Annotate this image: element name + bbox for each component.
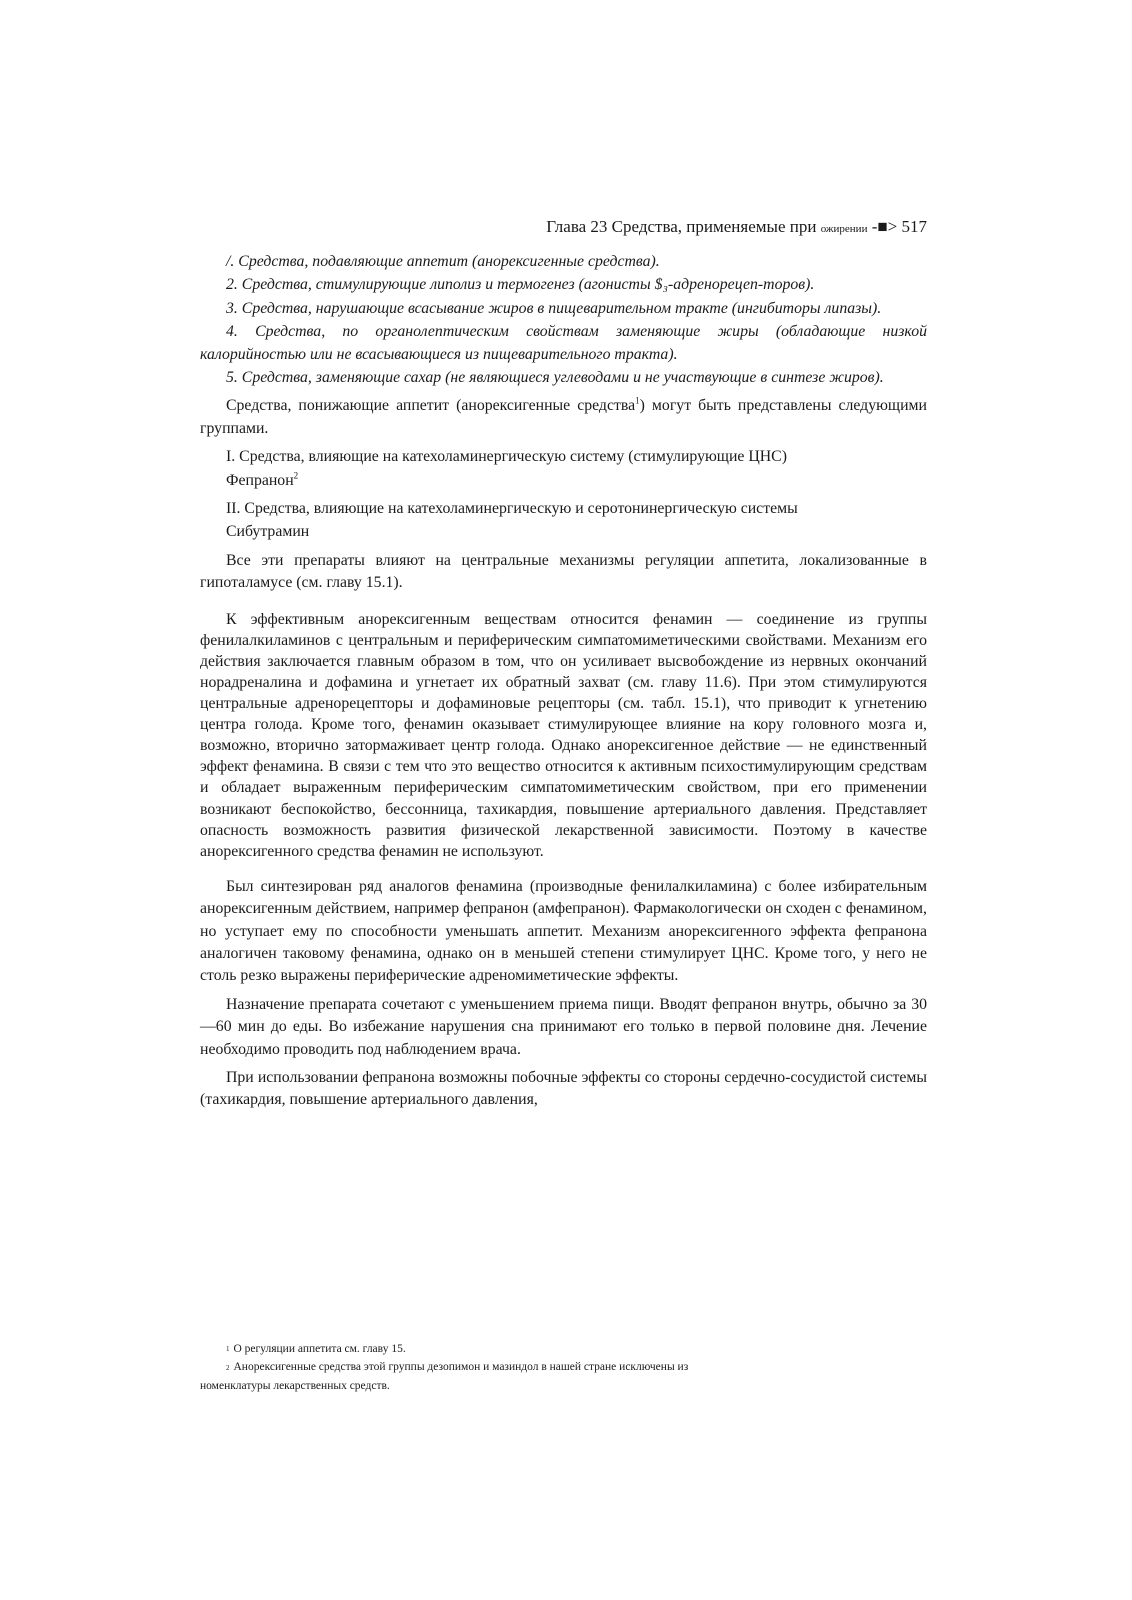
paragraph-dosing: Назначение препарата сочетают с уменьшением приема пищи. Вводят фепранон внутрь, обычно за 30—60 мин до еды. Во избежание нарушения сна принимают его только в первой половине дня. Лечение необходимо проводить под наблюдением врача. xyxy=(200,995,927,1058)
drug-1-name: Фепранон xyxy=(226,471,294,489)
list-item-5: 5. Средства, заменяющие сахар (не являющиеся углеводами и не участвующие в синтезе жиров). xyxy=(226,369,884,387)
drug-1 xyxy=(200,470,927,492)
running-header xyxy=(200,216,927,240)
list-item-4: 4. Средства, по органолептическим свойствам заменяющие жиры (обладающие низкой калорийностью или не всасывающиеся из пищеварительного тракта). xyxy=(200,323,927,363)
footnote-ref-2: 2 xyxy=(293,470,299,481)
page-body xyxy=(200,251,927,1118)
footnote-ref-1: 1 xyxy=(635,396,640,407)
paragraph-analogs: Был синтезирован ряд аналогов фенамина (производные фенилалкиламина) с более избирательным анорексигенным действием, например фепранон (амфепранон). Фармакологически он сходен с фенамином, но уступает ему по способности уменьшать аппетит. Механизм анорексигенного эффекта фепранона аналогичен таковому фенамина, однако он в меньшей степени стимулирует ЦНС. Кроме того, у него не столь резко выражены периферические адреномиметические эффекты. xyxy=(200,877,927,985)
header-marker: -■> xyxy=(871,217,898,236)
group-1: I. Средства, влияющие на катехоламинергическую систему (стимулирующие ЦНС) xyxy=(226,448,787,466)
footnote-2 xyxy=(200,1358,927,1376)
list-item-2: 2. Средства, стимулирующие липолиз и термогенез (агонисты $₃-адренорецеп-торов). xyxy=(226,276,815,294)
drug-2: Сибутрамин xyxy=(226,523,310,541)
page-number: 517 xyxy=(901,217,927,236)
list-item-3: 3. Средства, нарушающие всасывание жиров в пищеварительном тракте (ингибиторы липазы). xyxy=(226,299,882,317)
paragraph-groups-text-b: ) могут быть представлены следующими группами. xyxy=(200,397,927,437)
list-item-1: /. Средства, подавляющие аппетит (анорексигенные средства). xyxy=(226,253,660,270)
footnote-2-continued: номенклатуры лекарственных средств. xyxy=(200,1379,390,1392)
paragraph-groups xyxy=(200,395,927,440)
footnotes xyxy=(200,1340,927,1395)
header-small-word: ожирении xyxy=(820,223,868,235)
paragraph-central-mechanisms: Все эти препараты влияют на центральные механизмы регуляции аппетита, локализованные в гипоталамусе (см. главу 15.1). xyxy=(200,551,927,592)
group-2: II. Средства, влияющие на катехоламинергическую и серотонинергическую системы xyxy=(226,500,798,518)
paragraph-side-effects: При использовании фепранона возможны побочные эффекты со стороны сердечно-сосудистой системы (тахикардия, повышение артериального давления, xyxy=(200,1069,927,1109)
footnote-2-text-line1: Анорексигенные средства этой группы дезопимон и мазиндол в нашей стране исключены из xyxy=(233,1361,689,1374)
paragraph-fenamin: К эффективным анорексигенным веществам относится фенамин — соединение из группы фенилалкиламинов с центральным и периферическим симпатомиметическими свойствами. Механизм его действия заключается главным образом в том, что он усиливает высвобождение из нервных окончаний норадреналина и дофамина и угнетает их обратный захват (см. главу 11.6). При этом стимулируются центральные адренорецепторы и дофаминовые рецепторы (см. табл. 15.1), что приводит к угнетению центра голода. Кроме того, фенамин оказывает стимулирующее влияние на кору головного мозга и, возможно, вторично затормаживает центр голода. Однако анорексигенное действие — не единственный эффект фенамина. В связи с тем что это вещество относится к активным психостимулирующим средствам и обладает выраженным периферическим симпатомиметическим свойством, при его применении возникают беспокойство, бессонница, тахикардия, повышение артериального давления. Представляет опасность возможность развития физической лекарственной зависимости. Поэтому в качестве анорексигенного средства фенамин не используют. xyxy=(200,610,927,860)
header-title: Глава 23 Средства, применяемые при xyxy=(546,217,817,236)
footnote-2-mark: 2 xyxy=(226,1363,230,1372)
paragraph-groups-text-a: Средства, понижающие аппетит (анорексигенные средства xyxy=(226,397,636,415)
footnote-1 xyxy=(200,1340,927,1358)
footnote-1-mark: 1 xyxy=(226,1345,230,1354)
footnote-1-text: О регуляции аппетита см. главу 15. xyxy=(233,1343,406,1355)
